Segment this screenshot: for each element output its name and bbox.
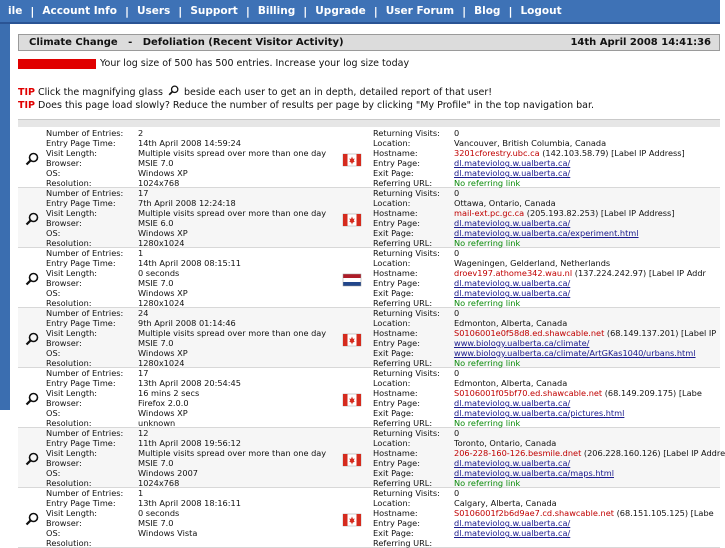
left-labels <box>46 128 123 188</box>
value-location: Edmonton, Alberta, Canada <box>454 378 568 388</box>
label-browser: Browser: <box>46 338 82 348</box>
log-size-notice <box>18 58 409 69</box>
tip-label: TIP <box>18 100 35 111</box>
label-entry-page: Entry Page: <box>373 458 420 468</box>
label-entries: Number of Entries: <box>46 308 124 318</box>
value-entries: 24 <box>138 308 149 318</box>
label-entry-page: Entry Page: <box>373 278 420 288</box>
value-browser: MSIE 7.0 <box>138 458 174 468</box>
value-hostname-row <box>454 268 706 278</box>
value-host-ip: (68.149.209.175) [Labe <box>602 388 702 398</box>
right-values <box>454 428 725 488</box>
label-entry-time: Entry Page Time: <box>46 498 116 508</box>
value-entry-page[interactable]: dl.mateviolog.w.ualberta.ca/ <box>454 518 571 528</box>
label-location: Location: <box>373 198 411 208</box>
nav-logout[interactable]: Logout <box>520 5 562 17</box>
label-referrer: Referring URL: <box>373 238 433 248</box>
label-resolution: Resolution: <box>46 178 92 188</box>
left-values <box>138 368 241 428</box>
label-browser: Browser: <box>46 518 82 528</box>
visitor-record <box>18 308 720 368</box>
value-os: Windows Vista <box>138 528 198 538</box>
value-entry-page[interactable]: dl.mateviolog.w.ualberta.ca/ <box>454 158 571 168</box>
nav-separator: | <box>178 4 183 18</box>
label-os: OS: <box>46 168 61 178</box>
value-os: Windows XP <box>138 288 188 298</box>
tip-1 <box>18 85 594 100</box>
value-entries: 1 <box>138 488 144 498</box>
label-location: Location: <box>373 138 411 148</box>
value-returning: 0 <box>454 128 460 138</box>
value-entries: 17 <box>138 368 149 378</box>
label-resolution: Resolution: <box>46 418 92 428</box>
value-os: Windows 2007 <box>138 468 198 478</box>
label-hostname: Hostname: <box>373 328 418 338</box>
label-os: OS: <box>46 228 61 238</box>
label-hostname: Hostname: <box>373 448 418 458</box>
label-browser: Browser: <box>46 218 82 228</box>
value-hostname[interactable]: 206-228-160-126.besmile.dnet <box>454 448 582 458</box>
value-entry-page[interactable]: www.biology.ualberta.ca/climate/ <box>454 338 590 348</box>
canada-flag-icon <box>343 451 361 463</box>
label-entry-time: Entry Page Time: <box>46 378 116 388</box>
label-returning: Returning Visits: <box>373 248 440 258</box>
right-labels <box>373 368 440 428</box>
label-visit-length: Visit Length: <box>46 328 98 338</box>
nav-support[interactable]: Support <box>190 5 238 17</box>
page-title: Climate Change - Defoliation (Recent Visitor Activity) <box>29 37 344 48</box>
label-returning: Returning Visits: <box>373 188 440 198</box>
label-visit-length: Visit Length: <box>46 388 98 398</box>
label-location: Location: <box>373 258 411 268</box>
nav-file[interactable]: ile <box>8 5 23 17</box>
value-browser: MSIE 7.0 <box>138 518 174 528</box>
value-exit-page[interactable]: dl.mateviolog.w.ualberta.ca/ <box>454 168 571 178</box>
value-host-ip: (68.149.137.201) [Label IP <box>604 328 717 338</box>
value-entries: 17 <box>138 188 149 198</box>
value-host-ip: (68.151.105.125) [Labe <box>613 508 714 518</box>
value-browser: MSIE 6.0 <box>138 218 174 228</box>
label-entries: Number of Entries: <box>46 128 124 138</box>
label-returning: Returning Visits: <box>373 368 440 378</box>
value-exit-page[interactable]: dl.mateviolog.w.ualberta.ca/pictures.html <box>454 408 625 418</box>
left-labels <box>46 248 123 308</box>
value-location: Vancouver, British Columbia, Canada <box>454 138 607 148</box>
label-entry-page: Entry Page: <box>373 338 420 348</box>
label-entries: Number of Entries: <box>46 488 124 498</box>
left-labels <box>46 308 123 368</box>
value-visit-length: 0 seconds <box>138 508 180 518</box>
value-host-ip: (205.193.82.253) [Label IP Address] <box>524 208 675 218</box>
right-labels <box>373 428 440 488</box>
nav-user-forum[interactable]: User Forum <box>385 5 455 17</box>
visitor-records-list <box>18 128 725 548</box>
value-referrer[interactable]: No referring link <box>454 298 521 308</box>
value-entry-time: 14th April 2008 08:15:11 <box>138 258 241 268</box>
label-resolution: Resolution: <box>46 478 92 488</box>
value-exit-page[interactable]: dl.mateviolog.w.ualberta.ca/ <box>454 288 571 298</box>
label-browser: Browser: <box>46 278 82 288</box>
visitor-record <box>18 128 720 188</box>
value-referrer[interactable]: No referring link <box>454 178 521 188</box>
magnifying-glass-icon[interactable] <box>25 271 39 285</box>
value-entry-page[interactable]: dl.mateviolog.w.ualberta.ca/ <box>454 458 571 468</box>
nav-users[interactable]: Users <box>136 5 171 17</box>
value-exit-page[interactable]: dl.mateviolog.w.ualberta.ca/maps.html <box>454 468 614 478</box>
label-hostname: Hostname: <box>373 388 418 398</box>
label-location: Location: <box>373 438 411 448</box>
label-referrer: Referring URL: <box>373 538 433 548</box>
value-hostname[interactable]: S0106001f2b6d9ae7.cd.shawcable.net <box>454 508 614 518</box>
right-values <box>454 368 702 428</box>
label-returning: Returning Visits: <box>373 308 440 318</box>
value-location: Ottawa, Ontario, Canada <box>454 198 556 208</box>
label-exit-page: Exit Page: <box>373 168 414 178</box>
magnifying-glass-icon[interactable] <box>25 331 39 345</box>
value-referrer[interactable]: No referring link <box>454 238 521 248</box>
magnifying-glass-icon[interactable] <box>25 151 39 165</box>
value-hostname-row <box>454 148 685 158</box>
value-host-ip: (137.224.242.97) [Label IP Addr <box>572 268 706 278</box>
top-nav-bar <box>0 0 720 24</box>
right-labels <box>373 128 440 188</box>
nav-billing[interactable]: Billing <box>257 5 296 17</box>
right-values <box>454 248 706 308</box>
value-returning: 0 <box>454 248 460 258</box>
label-browser: Browser: <box>46 158 82 168</box>
nav-separator: | <box>245 4 250 18</box>
value-hostname[interactable]: 3201cforestry.ubc.ca <box>454 148 540 158</box>
label-exit-page: Exit Page: <box>373 468 414 478</box>
value-visit-length: 16 mins 2 secs <box>138 388 200 398</box>
visitor-record <box>18 368 720 428</box>
magnifying-glass-icon[interactable] <box>25 511 39 525</box>
value-entries: 12 <box>138 428 149 438</box>
label-os: OS: <box>46 468 61 478</box>
value-hostname-row <box>454 448 725 458</box>
value-visit-length: Multiple visits spread over more than one day <box>138 328 327 338</box>
value-resolution: 1280x1024 <box>138 238 185 248</box>
label-entry-page: Entry Page: <box>373 398 420 408</box>
magnifying-glass-icon[interactable] <box>25 451 39 465</box>
nav-account-info[interactable]: Account Info <box>42 5 117 17</box>
value-referrer[interactable]: No referring link <box>454 418 521 428</box>
left-labels <box>46 188 123 248</box>
right-labels <box>373 488 440 548</box>
value-resolution: unknown <box>138 418 176 428</box>
left-values <box>138 428 326 488</box>
visitor-record <box>18 188 720 248</box>
table-header-divider <box>18 119 720 127</box>
right-labels <box>373 248 440 308</box>
tip-1-text-a: Click the magnifying glass <box>38 87 163 98</box>
label-entries: Number of Entries: <box>46 368 124 378</box>
value-entry-time: 13th April 2008 18:16:11 <box>138 498 241 508</box>
label-entries: Number of Entries: <box>46 248 124 258</box>
left-values <box>138 188 326 248</box>
value-returning: 0 <box>454 368 460 378</box>
label-os: OS: <box>46 408 61 418</box>
value-location: Edmonton, Alberta, Canada <box>454 318 568 328</box>
value-browser: MSIE 7.0 <box>138 278 174 288</box>
right-values <box>454 308 716 368</box>
label-exit-page: Exit Page: <box>373 288 414 298</box>
value-entry-time: 9th April 2008 01:14:46 <box>138 318 236 328</box>
label-location: Location: <box>373 498 411 508</box>
nav-separator: | <box>508 4 513 18</box>
label-returning: Returning Visits: <box>373 128 440 138</box>
label-resolution: Resolution: <box>46 238 92 248</box>
value-hostname-row <box>454 508 714 518</box>
label-entry-time: Entry Page Time: <box>46 438 116 448</box>
value-host-ip: (142.103.58.79) [Label IP Address] <box>539 148 685 158</box>
label-referrer: Referring URL: <box>373 178 433 188</box>
right-labels <box>373 308 440 368</box>
value-referrer[interactable]: No referring link <box>454 358 521 368</box>
right-labels <box>373 188 440 248</box>
value-os: Windows XP <box>138 348 188 358</box>
label-referrer: Referring URL: <box>373 418 433 428</box>
value-host-ip: (206.228.160.126) [Label IP Addre <box>581 448 725 458</box>
value-entry-time: 11th April 2008 19:56:12 <box>138 438 241 448</box>
nav-separator: | <box>124 4 129 18</box>
value-exit-page[interactable]: www.biology.ualberta.ca/climate/ArtGKas1040/urbans.html <box>454 348 696 358</box>
nav-separator: | <box>30 4 35 18</box>
value-hostname[interactable]: S0106001f05bf70.ed.shawcable.net <box>454 388 603 398</box>
log-size-text[interactable]: Your log size of 500 has 500 entries. Increase your log size today <box>100 58 410 69</box>
value-returning: 0 <box>454 428 460 438</box>
canada-flag-icon <box>343 511 361 523</box>
value-returning: 0 <box>454 488 460 498</box>
value-referrer[interactable]: No referring link <box>454 478 521 488</box>
label-os: OS: <box>46 288 61 298</box>
magnifying-glass-icon[interactable] <box>25 391 39 405</box>
value-browser: MSIE 7.0 <box>138 338 174 348</box>
value-exit-page[interactable]: dl.mateviolog.w.ualberta.ca/experiment.html <box>454 228 639 238</box>
label-visit-length: Visit Length: <box>46 148 98 158</box>
value-resolution: 1280x1024 <box>138 298 185 308</box>
label-exit-page: Exit Page: <box>373 228 414 238</box>
label-exit-page: Exit Page: <box>373 528 414 538</box>
value-hostname[interactable]: mail-ext.pc.gc.ca <box>454 208 525 218</box>
label-visit-length: Visit Length: <box>46 268 98 278</box>
value-os: Windows XP <box>138 408 188 418</box>
canada-flag-icon <box>343 211 361 223</box>
label-visit-length: Visit Length: <box>46 208 98 218</box>
nav-separator: | <box>373 4 378 18</box>
label-location: Location: <box>373 318 411 328</box>
label-exit-page: Exit Page: <box>373 348 414 358</box>
left-values <box>138 128 326 188</box>
label-resolution: Resolution: <box>46 298 92 308</box>
value-hostname[interactable]: droev197.athome342.wau.nl <box>454 268 573 278</box>
label-browser: Browser: <box>46 398 82 408</box>
nav-blog[interactable]: Blog <box>474 5 501 17</box>
right-values <box>454 128 685 188</box>
value-os: Windows XP <box>138 168 188 178</box>
value-returning: 0 <box>454 308 460 318</box>
label-hostname: Hostname: <box>373 508 418 518</box>
canada-flag-icon <box>343 391 361 403</box>
label-entry-page: Entry Page: <box>373 218 420 228</box>
right-values <box>454 488 714 548</box>
label-referrer: Referring URL: <box>373 298 433 308</box>
label-exit-page: Exit Page: <box>373 408 414 418</box>
log-usage-bar <box>18 59 96 69</box>
tip-2 <box>18 100 594 112</box>
value-entry-time: 14th April 2008 14:59:24 <box>138 138 241 148</box>
value-hostname-row <box>454 388 702 398</box>
label-entries: Number of Entries: <box>46 428 124 438</box>
nav-separator: | <box>462 4 467 18</box>
netherlands-flag-icon <box>343 271 361 283</box>
tip-2-text: Does this page load slowly? Reduce the number of results per page by clicking "My Profile" in the top navigation bar. <box>38 100 595 111</box>
left-labels <box>46 428 123 488</box>
magnifying-glass-icon <box>168 85 179 100</box>
value-os: Windows XP <box>138 228 188 238</box>
value-visit-length: Multiple visits spread over more than one day <box>138 448 327 458</box>
label-hostname: Hostname: <box>373 148 418 158</box>
label-visit-length: Visit Length: <box>46 448 98 458</box>
value-resolution: 1024x768 <box>138 478 180 488</box>
left-values <box>138 488 241 548</box>
tip-label: TIP <box>18 87 35 98</box>
label-visit-length: Visit Length: <box>46 508 98 518</box>
label-entry-time: Entry Page Time: <box>46 198 116 208</box>
value-entry-page[interactable]: dl.mateviolog.w.ualberta.ca/ <box>454 278 571 288</box>
value-entries: 1 <box>138 248 144 258</box>
left-labels <box>46 488 123 548</box>
value-entry-page[interactable]: dl.mateviolog.w.ualberta.ca/ <box>454 398 571 408</box>
left-values <box>138 248 241 308</box>
value-location: Wageningen, Gelderland, Netherlands <box>454 258 611 268</box>
label-resolution: Resolution: <box>46 538 92 548</box>
label-hostname: Hostname: <box>373 268 418 278</box>
label-browser: Browser: <box>46 458 82 468</box>
value-entry-time: 13th April 2008 20:54:45 <box>138 378 241 388</box>
magnifying-glass-icon[interactable] <box>25 211 39 225</box>
value-visit-length: 0 seconds <box>138 268 180 278</box>
visitor-record <box>18 248 720 308</box>
visitor-record <box>18 488 720 548</box>
value-entry-page[interactable]: dl.mateviolog.w.ualberta.ca/ <box>454 218 571 228</box>
label-entry-time: Entry Page Time: <box>46 258 116 268</box>
canada-flag-icon <box>343 331 361 343</box>
value-visit-length: Multiple visits spread over more than one day <box>138 148 327 158</box>
value-resolution <box>138 538 241 548</box>
label-referrer: Referring URL: <box>373 358 433 368</box>
value-location: Calgary, Alberta, Canada <box>454 498 557 508</box>
visitor-record <box>18 428 725 488</box>
label-entry-page: Entry Page: <box>373 518 420 528</box>
value-resolution: 1280x1024 <box>138 358 185 368</box>
value-hostname[interactable]: S0106001e0f58d8.ed.shawcable.net <box>454 328 605 338</box>
page-timestamp: 14th April 2008 14:41:36 <box>570 37 711 48</box>
label-entry-time: Entry Page Time: <box>46 138 116 148</box>
value-hostname-row <box>454 208 675 218</box>
value-referrer[interactable] <box>454 538 714 548</box>
label-referrer: Referring URL: <box>373 478 433 488</box>
nav-separator: | <box>303 4 308 18</box>
label-returning: Returning Visits: <box>373 488 440 498</box>
label-entries: Number of Entries: <box>46 188 124 198</box>
tip-1-text-b: beside each user to get an in depth, detailed report of that user! <box>184 87 493 98</box>
value-resolution: 1024x768 <box>138 178 180 188</box>
value-browser: Firefox 2.0.0 <box>138 398 189 408</box>
left-values <box>138 308 326 368</box>
value-returning: 0 <box>454 188 460 198</box>
nav-upgrade[interactable]: Upgrade <box>315 5 366 17</box>
value-location: Toronto, Ontario, Canada <box>454 438 557 448</box>
right-values <box>454 188 675 248</box>
value-entries: 2 <box>138 128 144 138</box>
value-browser: MSIE 7.0 <box>138 158 174 168</box>
value-hostname-row <box>454 328 716 338</box>
label-os: OS: <box>46 348 61 358</box>
value-exit-page[interactable]: dl.mateviolog.w.ualberta.ca/ <box>454 528 571 538</box>
value-visit-length: Multiple visits spread over more than one day <box>138 208 327 218</box>
canada-flag-icon <box>343 151 361 163</box>
label-resolution: Resolution: <box>46 358 92 368</box>
left-sidebar-edge <box>0 22 10 410</box>
page-title-bar <box>18 34 720 51</box>
label-entry-time: Entry Page Time: <box>46 318 116 328</box>
label-location: Location: <box>373 378 411 388</box>
label-entry-page: Entry Page: <box>373 158 420 168</box>
label-returning: Returning Visits: <box>373 428 440 438</box>
value-entry-time: 7th April 2008 12:24:18 <box>138 198 236 208</box>
label-hostname: Hostname: <box>373 208 418 218</box>
left-labels <box>46 368 123 428</box>
tips-box <box>18 85 594 112</box>
label-os: OS: <box>46 528 61 538</box>
